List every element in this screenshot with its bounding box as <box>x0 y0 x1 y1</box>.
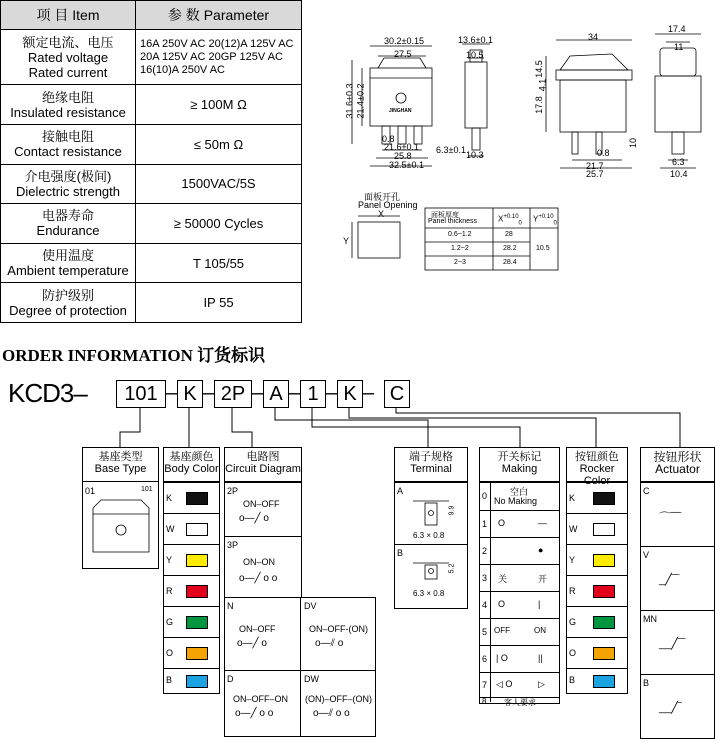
head-zh: 基座颜色 <box>169 451 214 463</box>
label-zh: 介电强度(极间) <box>24 168 112 184</box>
dim-label: 0.8 <box>597 148 610 158</box>
code-dash: – <box>363 382 375 404</box>
marking-left: O <box>498 518 506 528</box>
body-color-option[interactable] <box>164 482 219 514</box>
option-code: B <box>643 678 650 688</box>
base-type-item: 01 <box>85 486 96 496</box>
option-code: 2 <box>482 546 488 556</box>
rocker-color-option[interactable] <box>567 606 627 638</box>
marking-option[interactable] <box>480 537 559 565</box>
rated-current-en: Rated current <box>28 64 108 80</box>
option-code: 8 <box>482 697 487 706</box>
dim-label: 14.5 <box>533 60 544 78</box>
switch-front-body <box>370 68 432 126</box>
dim-label: 17.8 <box>533 96 544 114</box>
circuit-option[interactable] <box>225 482 301 537</box>
divider <box>225 670 375 671</box>
color-swatch <box>593 647 615 660</box>
marking-option[interactable] <box>480 618 559 646</box>
body-color-option[interactable] <box>164 668 219 693</box>
option-code: Y <box>166 555 173 565</box>
actuator-option[interactable] <box>641 610 714 675</box>
actuator-mn-icon: __╱‾‾ <box>659 638 686 650</box>
marking-left: ◁ O <box>496 679 513 689</box>
thickness-head-zh: 面板厚度 <box>431 212 459 219</box>
marking-right: || <box>538 653 543 663</box>
head-en: Circuit Diagram <box>225 463 301 475</box>
circuit-symbol: o—╱ o o <box>239 573 278 584</box>
option-code: D <box>227 674 234 684</box>
color-swatch <box>593 523 615 536</box>
head-en: Terminal <box>410 463 452 475</box>
front-logo-mark <box>396 93 406 103</box>
panel-x-label: X <box>378 209 385 219</box>
head-en: Base Type <box>94 463 147 475</box>
marking-right: | <box>538 599 541 609</box>
code-dash: – <box>166 382 178 404</box>
option-code: 7 <box>482 680 488 690</box>
head-zh: 按钮形状 <box>653 450 702 464</box>
terminal-dim: 9.9 <box>448 505 456 516</box>
color-swatch <box>186 585 208 598</box>
color-swatch <box>186 647 208 660</box>
terminal-size: 6.3 × 0.8 <box>413 589 445 598</box>
y-tol-low: 0 <box>553 220 557 227</box>
circuit-label: ON–OFF-(ON) <box>309 624 368 634</box>
marking-right: 开 <box>538 574 548 584</box>
code-dash: – <box>203 382 215 404</box>
terminal-column <box>394 447 468 609</box>
dim-label: 30.2±0.15 <box>384 36 424 46</box>
dim-label: 25.8 <box>394 151 412 161</box>
dim-label: 11 <box>674 42 684 52</box>
option-code: R <box>166 586 173 596</box>
code-base-type: 101 <box>116 380 166 408</box>
label-en: Dielectric strength <box>15 183 121 199</box>
marking-option[interactable] <box>480 510 559 538</box>
y-tol: +0.10 <box>538 214 554 220</box>
code-actuator: C <box>384 380 410 408</box>
thickness-r1-a: 0.6~1.2 <box>448 231 472 238</box>
head-zh: 开关标记 <box>497 451 542 463</box>
switch-side2-rocker <box>560 54 628 70</box>
head-en: Rocker Color <box>579 463 615 487</box>
order-title: ORDER INFORMATION 订货标识 <box>2 346 266 365</box>
head-zh: 端子规格 <box>409 451 453 463</box>
rated-value-2: 20A 125V AC 20GP 125V AC <box>140 50 283 63</box>
terminal-dim: 5.2 <box>448 563 456 574</box>
label-zh: 接触电阻 <box>41 129 94 145</box>
dim-label: 13.6±0.1 <box>458 35 493 45</box>
thickness-r3-b: 28.4 <box>503 259 517 266</box>
base-type-item-right: 101 <box>141 486 153 493</box>
marking-left: OFF <box>494 626 510 635</box>
base-type-head <box>83 448 158 482</box>
switch-side2-body <box>560 80 626 132</box>
label-zh: 使用温度 <box>41 248 94 264</box>
spec-header-item: 项 目 Item <box>1 1 136 30</box>
option-code: 3P <box>227 540 239 550</box>
circuit-symbol: o—╱ o <box>239 513 269 524</box>
circuit-symbol: o—╱ o <box>237 638 267 649</box>
dim-label: 17.4 <box>668 24 686 34</box>
actuator-option[interactable] <box>641 482 714 547</box>
code-dash: – <box>326 382 338 404</box>
option-code: W <box>166 524 175 534</box>
label-en: Ambient temperature <box>7 263 129 279</box>
terminal-size: 6.3 × 0.8 <box>413 531 445 540</box>
marking-option[interactable] <box>480 645 559 673</box>
label-zh: 绝缘电阻 <box>41 89 94 105</box>
dim-label: 6.3±0.1 <box>436 145 466 155</box>
front-logo-text: JINGHAN <box>389 108 412 114</box>
option-code: V <box>643 550 650 560</box>
color-swatch <box>186 675 208 688</box>
code-marking: 1 <box>300 380 326 408</box>
actuator-head <box>641 448 714 482</box>
option-code: 3 <box>482 573 488 583</box>
dim-label: 25.7 <box>586 169 604 179</box>
option-code: 4 <box>482 600 488 610</box>
body-color-option[interactable] <box>164 637 219 669</box>
color-swatch <box>593 492 615 505</box>
option-code: 6 <box>482 654 488 664</box>
x-tol: +0.10 <box>503 214 519 220</box>
thickness-head-x <box>498 214 522 226</box>
actuator-v-icon: _╱‾‾ <box>659 574 680 586</box>
actuator-option[interactable] <box>641 546 714 611</box>
option-code: K <box>166 493 173 503</box>
circuit-symbol: o—╱ o o <box>235 708 274 719</box>
rocker-color-column <box>566 447 628 694</box>
circuit-symbol: o—⫽ o <box>315 638 344 649</box>
option-code: N <box>227 601 234 611</box>
spec-protection-label <box>1 283 136 323</box>
option-code: G <box>569 617 577 627</box>
marking-column <box>479 447 560 707</box>
code-body-color: K <box>177 380 203 408</box>
terminal-head <box>395 448 467 482</box>
y-symbol: Y <box>533 214 539 224</box>
option-code: 0 <box>482 491 488 501</box>
spec-dielectric-label <box>1 164 136 204</box>
actuator-b-icon: __╱‾ <box>659 702 682 714</box>
head-zh: 按钮颜色 <box>575 451 619 463</box>
marking-left: 关 <box>498 574 508 584</box>
x-symbol: X <box>498 214 504 224</box>
label-en: Endurance <box>36 223 100 239</box>
marking-right: — <box>538 518 547 528</box>
marking-option[interactable] <box>480 697 559 707</box>
rated-value-1: 16A 250V AC 20(12)A 125V AC <box>140 37 294 50</box>
option-code: O <box>166 648 174 658</box>
body-color-option[interactable] <box>164 513 219 545</box>
circuit-label: ON–OFF–ON <box>233 694 289 704</box>
spec-temperature-value: T 105/55 <box>136 243 302 283</box>
option-code: O <box>569 648 577 658</box>
panel-y-label: Y <box>343 236 350 246</box>
head-zh: 电路图 <box>246 451 280 463</box>
head-en: Making <box>501 463 538 475</box>
color-swatch <box>186 616 208 629</box>
dim-label: 21.4±0.2 <box>355 83 366 119</box>
rated-voltage-en: Rated voltage <box>27 49 109 65</box>
option-code: B <box>569 675 576 685</box>
option-code: R <box>569 586 576 596</box>
color-swatch <box>186 492 208 505</box>
terminal-option[interactable] <box>395 482 467 545</box>
color-swatch <box>593 554 615 567</box>
marking-option[interactable] <box>480 672 559 698</box>
marking-zh: 客人要求 <box>504 698 536 707</box>
spec-endurance-label <box>1 204 136 244</box>
circuit-column-extended <box>224 597 376 737</box>
body-color-option[interactable] <box>164 606 219 638</box>
option-code: A <box>397 486 404 496</box>
panel-opening-rect <box>358 222 400 258</box>
option-code: 1 <box>482 519 488 529</box>
marking-head <box>480 448 559 482</box>
dim-label: 21.6±0.1 <box>384 142 419 152</box>
head-en: Actuator <box>655 462 700 476</box>
thickness-y-value: 10.5 <box>536 245 550 252</box>
body-color-option[interactable] <box>164 575 219 607</box>
divider <box>300 598 301 736</box>
side-terminal <box>472 128 480 150</box>
code-dash: – <box>289 382 301 404</box>
rocker-color-option[interactable] <box>567 482 627 514</box>
panel-title: 面板开孔 <box>364 192 401 202</box>
marking-option[interactable] <box>480 482 559 511</box>
option-code: C <box>643 486 650 496</box>
spec-contact-value: ≤ 50m Ω <box>136 124 302 164</box>
circuit-label: ON–OFF <box>239 624 276 634</box>
dim-label: 4.1 <box>537 78 548 92</box>
thickness-head-en: Panel thickness <box>428 218 478 225</box>
spec-dielectric-value: 1500VAC/5S <box>136 164 302 204</box>
body-color-option[interactable] <box>164 544 219 576</box>
option-code: B <box>397 548 404 558</box>
code-rocker-color: K <box>337 380 363 408</box>
code-circuit: 2P <box>214 380 252 408</box>
label-zh: 电器寿命 <box>41 208 94 224</box>
head-en: Body Color <box>164 463 219 475</box>
spec-header-parameter: 参 数 Parameter <box>136 1 302 30</box>
dim-label: 6.3 <box>672 157 685 167</box>
spec-rated-label <box>1 30 136 85</box>
actuator-c-icon: ⌒‾‾‾ <box>659 512 681 524</box>
marking-right: ▷ <box>538 679 545 689</box>
dim-label: 10.5 <box>466 50 484 60</box>
option-code: K <box>569 493 576 503</box>
label-en: Degree of protection <box>9 302 127 318</box>
rated-value-3: 16(10)A 250V AC <box>140 63 226 76</box>
label-en: Contact resistance <box>14 144 122 160</box>
spec-temperature-label <box>1 243 136 283</box>
spec-rated-values <box>136 30 302 85</box>
option-code: W <box>569 524 578 534</box>
base-type-column <box>82 447 159 569</box>
circuit-column <box>224 447 302 599</box>
circuit-label: (ON)–OFF–(ON) <box>305 694 372 704</box>
circuit-head <box>225 448 301 482</box>
dim-label: 10.4 <box>670 169 688 179</box>
thickness-r2-b: 28.2 <box>503 245 517 252</box>
actuator-option[interactable] <box>641 674 714 738</box>
label-en: Insulated resistance <box>10 104 126 120</box>
dim-label: 10.3 <box>466 150 484 160</box>
switch-side-body <box>465 62 487 128</box>
color-swatch <box>186 523 208 536</box>
rocker-color-option[interactable] <box>567 513 627 545</box>
code-dash: – <box>252 382 264 404</box>
x-tol-low: 0 <box>518 220 522 227</box>
rocker-color-option[interactable] <box>567 575 627 607</box>
marking-en: No Making <box>494 496 538 506</box>
option-code: DW <box>304 674 319 684</box>
spec-insulated-value: ≥ 100M Ω <box>136 85 302 125</box>
option-code: 2P <box>227 486 239 496</box>
label-zh: 防护级别 <box>41 287 94 303</box>
body-color-head <box>164 448 219 482</box>
option-code: Y <box>569 555 576 565</box>
thickness-r3-a: 2~3 <box>454 259 466 266</box>
color-swatch <box>186 554 208 567</box>
dim-label: 10 <box>628 137 639 149</box>
rocker-color-option[interactable] <box>567 637 627 669</box>
terminal-b-icon <box>395 545 467 608</box>
switch-end-body <box>655 76 701 132</box>
circuit-symbol: o—⫽ o o <box>313 708 350 719</box>
marking-right: ON <box>534 626 546 635</box>
order-prefix: KCD3– <box>8 378 87 408</box>
thickness-head-y <box>533 214 557 226</box>
rocker-color-option[interactable] <box>567 544 627 576</box>
circuit-option[interactable] <box>225 536 301 598</box>
marking-zh: 空白 <box>510 487 529 497</box>
dim-label: 21.7 <box>586 161 604 171</box>
dim-label: 27.5 <box>394 49 412 59</box>
circuit-label: ON–ON <box>243 557 276 567</box>
spec-contact-label <box>1 124 136 164</box>
color-swatch <box>593 616 615 629</box>
marking-right: ● <box>538 545 544 555</box>
actuator-column <box>640 447 715 739</box>
rocker-color-head <box>567 448 627 487</box>
code-terminal: A <box>263 380 289 408</box>
switch-front-rocker <box>378 58 426 68</box>
option-code: DV <box>304 601 317 611</box>
color-swatch <box>593 675 615 688</box>
switch-end-rocker <box>660 48 696 76</box>
option-code: G <box>166 617 174 627</box>
circuit-label: ON–OFF <box>243 499 280 509</box>
dim-label: 34 <box>588 32 599 42</box>
marking-left: O <box>498 599 506 609</box>
dim-label: 32.5±0.1 <box>389 160 424 170</box>
rocker-color-option[interactable] <box>567 668 627 693</box>
panel-title-en: Panel Opening <box>358 200 418 210</box>
spec-protection-value: IP 55 <box>136 283 302 323</box>
rated-zh: 额定电流、电压 <box>22 34 114 50</box>
color-swatch <box>593 585 615 598</box>
spec-insulated-label <box>1 85 136 125</box>
thickness-r1-b: 28 <box>505 231 513 238</box>
marking-option[interactable] <box>480 591 559 619</box>
body-color-column <box>163 447 220 694</box>
terminal-option[interactable] <box>395 544 467 608</box>
option-code: MN <box>643 614 657 624</box>
dim-label: 0.8 <box>382 134 395 144</box>
marking-option[interactable] <box>480 564 559 592</box>
marking-left: | O <box>496 653 508 663</box>
spec-table <box>0 0 302 323</box>
head-zh: 基座类型 <box>98 451 143 463</box>
thickness-r2-a: 1.2~2 <box>451 245 469 252</box>
dim-label: 31.6±0.3 <box>344 83 355 119</box>
option-code: 5 <box>482 627 488 637</box>
option-code: B <box>166 675 173 685</box>
spec-endurance-value: ≥ 50000 Cycles <box>136 204 302 244</box>
